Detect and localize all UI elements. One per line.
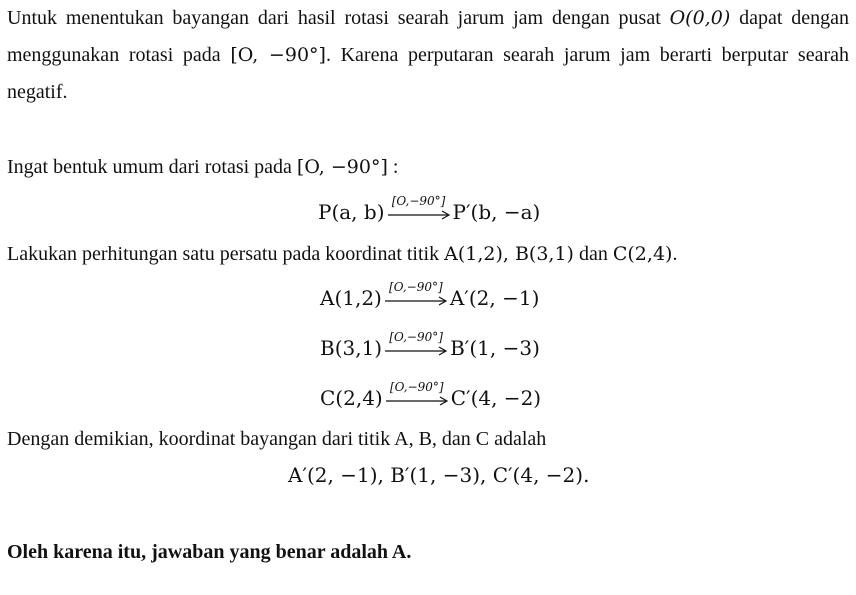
rotation-a: [320, 278, 539, 318]
intro-text-2a: menggunakan rotasi pada: [7, 44, 231, 66]
intro-text-1a: Untuk menentukan bayangan dari hasil rotasi searah jarum jam dengan pusat: [7, 7, 670, 29]
rotation-b-arrow: [384, 328, 448, 368]
conclusion-line: [7, 427, 546, 451]
compute-text-c: .: [672, 243, 678, 265]
intro-line-3: [7, 80, 68, 104]
rotation-c: [320, 378, 541, 418]
compute-text-b: dan: [573, 243, 613, 265]
arrow-icon: [387, 209, 451, 221]
result-coordinates: A′(2, −1), B′(1, −3), C′(4, −2).: [288, 463, 590, 487]
rotation-c-arrow-label: [O,−90°]: [389, 380, 444, 394]
general-arrow: [387, 192, 451, 232]
rotation-b: [320, 328, 540, 368]
intro-line-2: [7, 43, 849, 67]
arrow-icon: [384, 345, 448, 357]
rotation-a-from: A(1,2): [320, 286, 382, 310]
rotation-a-arrow: [384, 278, 448, 318]
arrow-icon: [385, 395, 449, 407]
recall-text-b: :: [387, 156, 399, 178]
answer-line: Oleh karena itu, jawaban yang benar adalah A.: [7, 541, 412, 563]
general-rotation-formula: [318, 192, 540, 232]
rotation-a-to: A′(2, −1): [449, 286, 540, 310]
conclusion-text: Dengan demikian, koordinat bayangan dari titik A, B, dan C adalah: [7, 428, 547, 450]
compute-text-a: Lakukan perhitungan satu persatu pada koordinat titik: [7, 243, 445, 265]
rotation-c-from: C(2,4): [320, 386, 383, 410]
intro-text-1b: dapat dengan: [730, 7, 849, 29]
intro-text-3: negatif.: [7, 81, 68, 103]
rotation-b-to: B′(1, −3): [450, 336, 540, 360]
general-to: P′(b, −a): [452, 200, 541, 224]
rotation-c-arrow: [385, 378, 449, 418]
intro-line-1: [7, 6, 849, 30]
general-arrow-label: [O,−90°]: [391, 194, 446, 208]
rotation-b-arrow-label: [O,−90°]: [389, 330, 443, 344]
rotation-math-2: [O, −90°]: [296, 156, 388, 178]
origin-math: O(0,0): [669, 7, 731, 29]
rotation-c-to: C′(4, −2): [450, 386, 542, 410]
rotation-a-arrow-label: [O,−90°]: [389, 280, 443, 294]
intro-text-2b: . Karena perputaran searah jarum jam berarti berputar searah: [325, 44, 850, 66]
general-from: P(a, b): [318, 200, 385, 224]
points-ab-math: A(1,2), B(3,1): [444, 243, 574, 265]
recall-text-a: Ingat bentuk umum dari rotasi pada: [7, 156, 297, 178]
compute-line: [7, 242, 677, 266]
rotation-b-from: B(3,1): [320, 336, 383, 360]
point-c-math: C(2,4): [612, 243, 673, 265]
arrow-icon: [384, 295, 448, 307]
rotation-math-1: [O, −90°]: [230, 44, 326, 66]
recall-line: [7, 155, 398, 179]
